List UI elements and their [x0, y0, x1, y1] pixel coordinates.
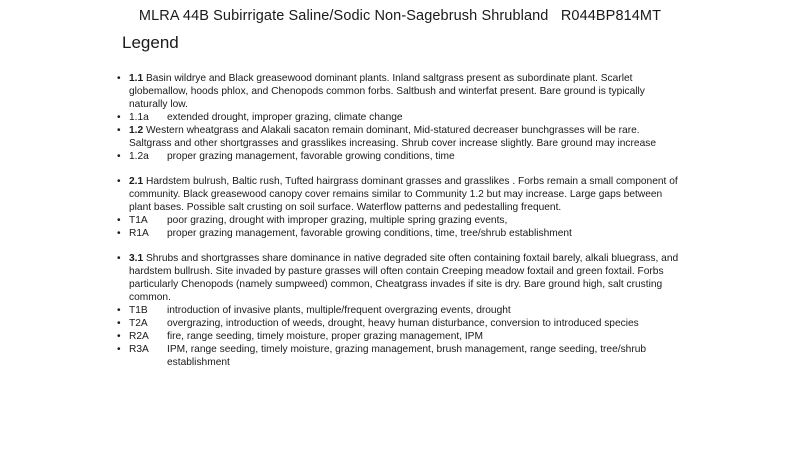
community-description: Hardstem bulrush, Baltic rush, Tufted hairgrass dominant grasses and grasslikes . Forbs remain a small component of community. Black greasewood canopy cover remains similar to Community 1.2 but may increase. Large gaps between plant bases. Possible salt crusting on soil surface. Waterflow patterns and pedestalling frequent. — [129, 176, 678, 213]
community-item — [0, 72, 800, 111]
legend-heading: Legend — [122, 33, 179, 52]
slide-title: MLRA 44B Subirrigate Saline/Sodic Non-Sagebrush Shrubland R044BP814MT — [138, 8, 662, 24]
community-description: Basin wildrye and Black greasewood dominant plants. Inland saltgrass present as subordinate plant. Scarlet globemallow, hoods phlox, and Chenopods common forbs. Saltbush and winterfat present. Bare ground is typically naturally low. — [129, 73, 645, 110]
transition-item — [0, 343, 800, 369]
transition-text: overgrazing, introduction of weeds, drought, heavy human disturbance, conversion to introduced species — [167, 318, 639, 329]
community-number: 1.2 — [129, 125, 144, 136]
transition-text: poor grazing, drought with improper grazing, multiple spring grazing events, — [167, 215, 508, 226]
transition-item — [0, 304, 800, 317]
transition-code: 1.1a — [129, 112, 149, 123]
bullet-icon: • — [117, 344, 121, 355]
bullet-icon: • — [117, 112, 121, 123]
community-item — [0, 175, 800, 214]
bullet-icon: • — [117, 125, 121, 136]
transition-code: T1A — [129, 215, 148, 226]
transition-code: 1.2a — [129, 151, 149, 162]
community-description: Shrubs and shortgrasses share dominance in native degraded site often containing foxtail barely, alkali bluegrass, and hardstem bullrush. Site invaded by pasture grasses will often contain Creeping meadow foxtail and green foxtail. Forbs particularly Chenopods (namely sumpweed) common, Cheatgrass invades if site is dry. Bare ground high, salt crusting common. — [129, 253, 679, 303]
bullet-icon: • — [117, 305, 121, 316]
transition-text: proper grazing management, favorable growing conditions, time — [167, 151, 455, 162]
legend-list — [0, 72, 800, 369]
bullet-icon: • — [117, 228, 121, 239]
transition-code: R1A — [129, 228, 149, 239]
transition-item — [0, 214, 800, 227]
bullet-icon: • — [117, 215, 121, 226]
group-spacer — [0, 240, 800, 252]
transition-text: IPM, range seeding, timely moisture, grazing management, brush management, range seeding, tree/shrub establishment — [167, 344, 647, 368]
bullet-icon: • — [117, 253, 121, 264]
community-number: 2.1 — [129, 176, 144, 187]
bullet-icon: • — [117, 176, 121, 187]
group-spacer — [0, 163, 800, 175]
transition-code: R2A — [129, 331, 149, 342]
transition-text: introduction of invasive plants, multiple/frequent overgrazing events, drought — [167, 305, 511, 316]
community-number: 3.1 — [129, 253, 144, 264]
transition-item — [0, 317, 800, 330]
transition-item — [0, 111, 800, 124]
bullet-icon: • — [117, 318, 121, 329]
transition-code: R3A — [129, 344, 149, 355]
transition-text: proper grazing management, favorable growing conditions, time, tree/shrub establishment — [167, 228, 572, 239]
community-item — [0, 124, 800, 150]
bullet-icon: • — [117, 151, 121, 162]
bullet-icon: • — [117, 73, 121, 84]
transition-text: fire, range seeding, timely moisture, proper grazing management, IPM — [167, 331, 483, 342]
transition-item — [0, 330, 800, 343]
bullet-icon: • — [117, 331, 121, 342]
transition-item — [0, 227, 800, 240]
community-item — [0, 252, 800, 304]
community-number: 1.1 — [129, 73, 144, 84]
transition-code: T1B — [129, 305, 148, 316]
transition-text: extended drought, improper grazing, climate change — [167, 112, 403, 123]
transition-code: T2A — [129, 318, 148, 329]
community-description: Western wheatgrass and Alakali sacaton remain dominant, Mid-statured decreaser bunchgrasses will be rare. Saltgrass and other shortgrasses and grasslikes increasing. Shrub cover increase slightly. Bare ground may increase — [129, 125, 656, 149]
transition-item — [0, 150, 800, 163]
